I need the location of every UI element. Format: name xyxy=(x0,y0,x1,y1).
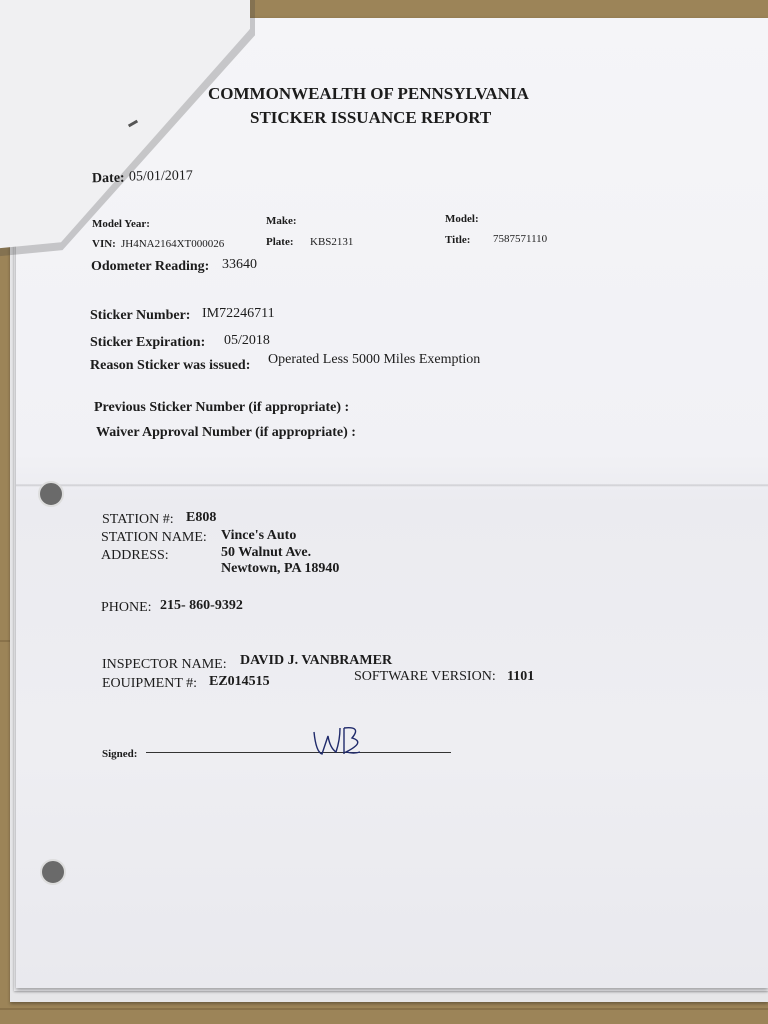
previous-sticker-label: Previous Sticker Number (if appropriate) : xyxy=(94,400,350,415)
report-title-line2: STICKER ISSUANCE REPORT xyxy=(250,108,492,127)
sticker-expiration-label: Sticker Expiration: xyxy=(90,335,206,350)
sticker-expiration-value: 05/2018 xyxy=(224,333,270,348)
signature-scribble-icon xyxy=(310,722,370,762)
inspector-name-label: INSPECTOR NAME: xyxy=(102,657,227,672)
report-title-line1: COMMONWEALTH OF PENNSYLVANIA xyxy=(208,84,529,103)
phone-label: PHONE: xyxy=(101,600,152,615)
punch-hole-icon xyxy=(40,859,66,885)
address-line2: Newtown, PA 18940 xyxy=(221,561,340,576)
phone-value: 215- 860-9392 xyxy=(160,598,243,613)
sticker-number-label: Sticker Number: xyxy=(90,308,191,323)
plate-label: Plate: xyxy=(266,236,294,248)
software-version-value: 1101 xyxy=(507,669,535,684)
station-number-value: E808 xyxy=(186,510,217,525)
odometer-value: 33640 xyxy=(222,257,257,272)
make-label: Make: xyxy=(266,215,297,227)
title-value: 7587571110 xyxy=(493,233,548,245)
date-value: 05/01/2017 xyxy=(128,168,193,185)
station-name-value: Vince's Auto xyxy=(221,528,297,543)
plate-value: KBS2131 xyxy=(310,236,354,248)
reason-value: Operated Less 5000 Miles Exemption xyxy=(268,352,481,367)
odometer-label: Odometer Reading: xyxy=(91,259,210,274)
signed-label: Signed: xyxy=(102,748,138,760)
punch-hole-icon xyxy=(38,481,64,507)
sticker-number-value: IM72246711 xyxy=(202,306,275,321)
software-version-label: SOFTWARE VERSION: xyxy=(354,669,496,684)
model-year-label: Model Year: xyxy=(92,218,150,230)
vin-value: JH4NA2164XT000026 xyxy=(121,238,225,250)
reason-label: Reason Sticker was issued: xyxy=(90,358,251,373)
model-label: Model: xyxy=(445,213,479,225)
station-name-label: STATION NAME: xyxy=(101,530,207,545)
page-fold xyxy=(16,484,768,487)
station-number-label: STATION #: xyxy=(102,512,174,527)
title-label: Title: xyxy=(445,234,471,246)
inspector-name-value: DAVID J. VANBRAMER xyxy=(240,653,393,668)
address-line1: 50 Walnut Ave. xyxy=(221,545,312,560)
equipment-label: EOUIPMENT #: xyxy=(102,676,198,691)
waiver-approval-label: Waiver Approval Number (if appropriate) : xyxy=(96,425,356,440)
address-label: ADDRESS: xyxy=(101,548,169,563)
vin-label: VIN: xyxy=(92,238,116,250)
date-label: Date: xyxy=(91,170,125,187)
signature-line xyxy=(146,752,451,753)
equipment-value: EZ014515 xyxy=(209,674,270,689)
